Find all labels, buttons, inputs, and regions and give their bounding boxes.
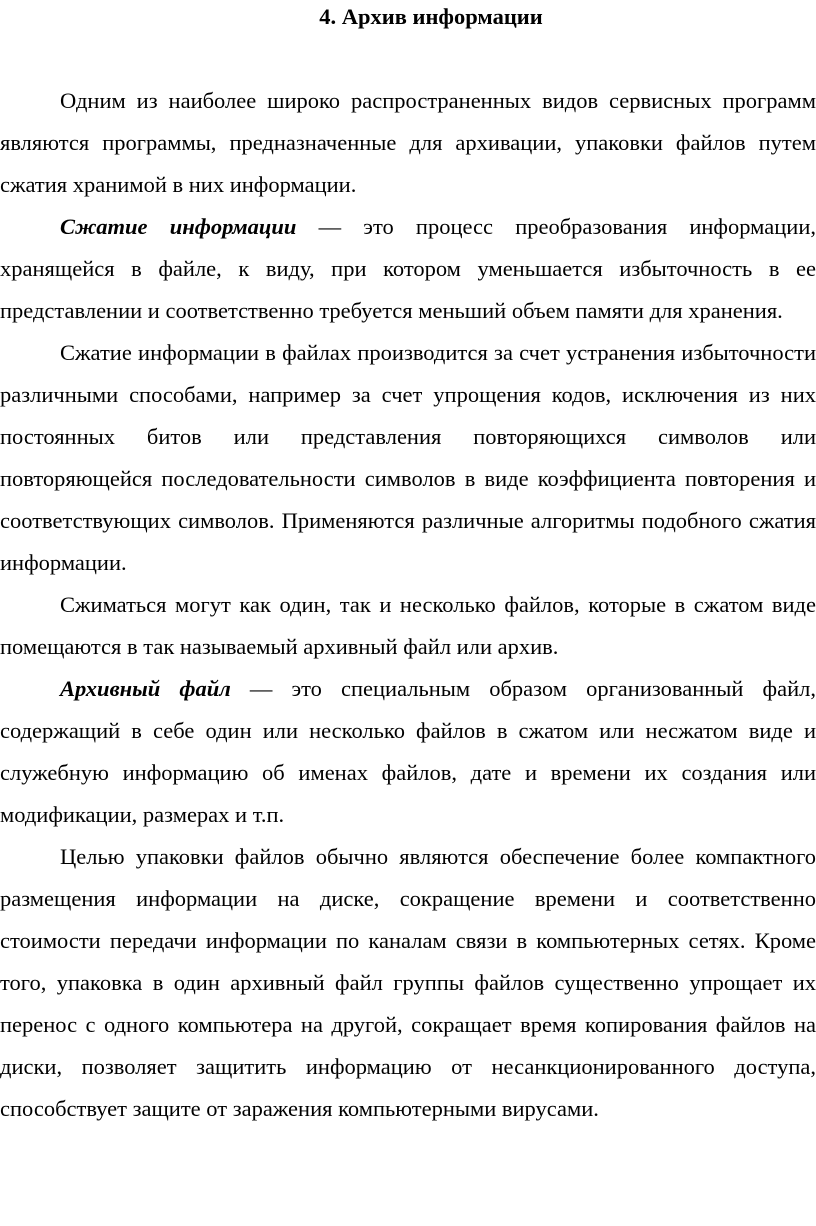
paragraph-archive-intro bbox=[0, 584, 816, 668]
paragraph-text: Сжатие информации в файлах производится за счет устранения избыточности различными способами, например за счет упрощения кодов, исключения из них постоянных битов или представления повторяющихся символов или повторяющейся последовательности символов в виде коэффициента повторения и соответствующих символов. Применяются различные алгоритмы подобного сжатия информации. bbox=[0, 340, 816, 575]
paragraph-archive-definition bbox=[0, 668, 816, 836]
paragraph-text: — это специальным образом организованный файл, содержащий в себе один или несколько файлов в сжатом или несжатом виде и служебную информацию об именах файлов, дате и времени их создания или модификации, размерах и т.п. bbox=[0, 676, 816, 827]
term-compression: Сжатие информации bbox=[60, 214, 297, 239]
document-body bbox=[0, 80, 816, 1130]
page-title: 4. Архив информации bbox=[319, 4, 543, 29]
term-archive-file: Архивный файл bbox=[60, 676, 231, 701]
paragraph-text: Сжиматься могут как один, так и несколько файлов, которые в сжатом виде помещаются в так называемый архивный файл или архив. bbox=[0, 592, 816, 659]
paragraph-packing-goals bbox=[0, 836, 816, 1130]
paragraph-text: Одним из наиболее широко распространенных видов сервисных программ являются программы, предназначенные для архивации, упаковки файлов путем сжатия хранимой в них информации. bbox=[0, 88, 816, 197]
paragraph-compression-methods bbox=[0, 332, 816, 584]
paragraph-compression-definition bbox=[0, 206, 816, 332]
paragraph-intro bbox=[0, 80, 816, 206]
paragraph-text: Целью упаковки файлов обычно являются обеспечение более компактного размещения информации на диске, сокращение времени и соответственно стоимости передачи информации по каналам связи в компьютерных сетях. Кроме того, упаковка в один архивный файл группы файлов существенно упрощает их перенос с одного компьютера на другой, сокращает время копирования файлов на диски, позволяет защитить информацию от несанкционированного доступа, способствует защите от заражения компьютерными вирусами. bbox=[0, 844, 816, 1121]
paragraph-text: — это процесс преобразования информации, хранящейся в файле, к виду, при котором уменьшается избыточность в ее представлении и соответственно требуется меньший объем памяти для хранения. bbox=[0, 214, 816, 323]
